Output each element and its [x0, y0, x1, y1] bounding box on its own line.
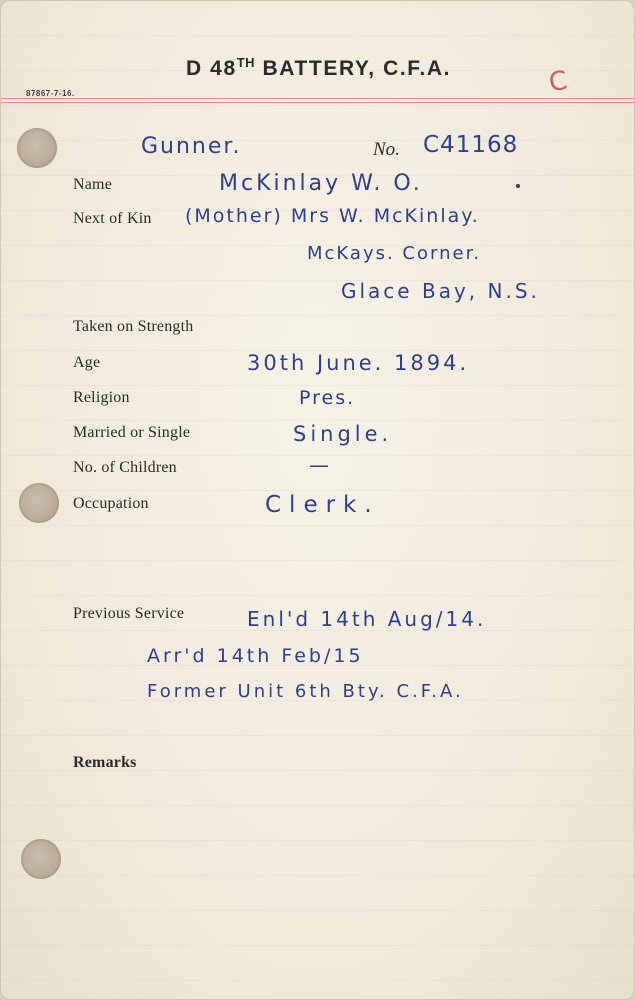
header-rule-bottom [1, 102, 635, 103]
name-label: Name [73, 176, 113, 193]
punch-hole-bottom [21, 839, 61, 879]
married-or-single-label: Married or Single [73, 424, 191, 441]
no-of-children-value: — [309, 453, 331, 477]
remarks-label: Remarks [73, 754, 137, 771]
previous-service-label: Previous Service [73, 605, 185, 622]
previous-service-line-2: Arr'd 14th Feb/15 [147, 645, 364, 667]
occupation-label: Occupation [73, 495, 149, 512]
religion-value: Pres. [299, 387, 356, 409]
age-label: Age [73, 354, 101, 371]
next-of-kin-line-3: Glace Bay, N.S. [341, 279, 540, 303]
regimental-number: C41168 [423, 132, 519, 158]
rank-entry: Gunner. [141, 134, 242, 159]
ink-dot [516, 184, 520, 188]
age-value: 30th June. 1894. [247, 351, 470, 375]
corner-mark: C [547, 65, 570, 99]
previous-service-line-1: Enl'd 14th Aug/14. [247, 607, 487, 631]
header-rule-top [1, 98, 635, 99]
punch-hole-top [17, 128, 57, 168]
next-of-kin-line-2: McKays. Corner. [307, 243, 482, 264]
form-number: 87867-7-16. [26, 89, 75, 98]
taken-on-strength-label: Taken on Strength [73, 318, 194, 335]
previous-service-line-3: Former Unit 6th Bty. C.F.A. [147, 681, 464, 702]
next-of-kin-label: Next of Kin [73, 210, 152, 227]
married-or-single-value: Single. [293, 422, 393, 446]
name-value: McKinlay W. O. [219, 171, 423, 196]
religion-label: Religion [73, 389, 130, 406]
punch-hole-middle [19, 483, 59, 523]
occupation-value: Clerk. [265, 492, 380, 518]
number-label: No. [373, 139, 400, 160]
no-of-children-label: No. of Children [73, 459, 177, 476]
card-title: D 48TH BATTERY, C.F.A. [185, 55, 452, 80]
next-of-kin-line-1: (Mother) Mrs W. McKinlay. [185, 205, 480, 227]
